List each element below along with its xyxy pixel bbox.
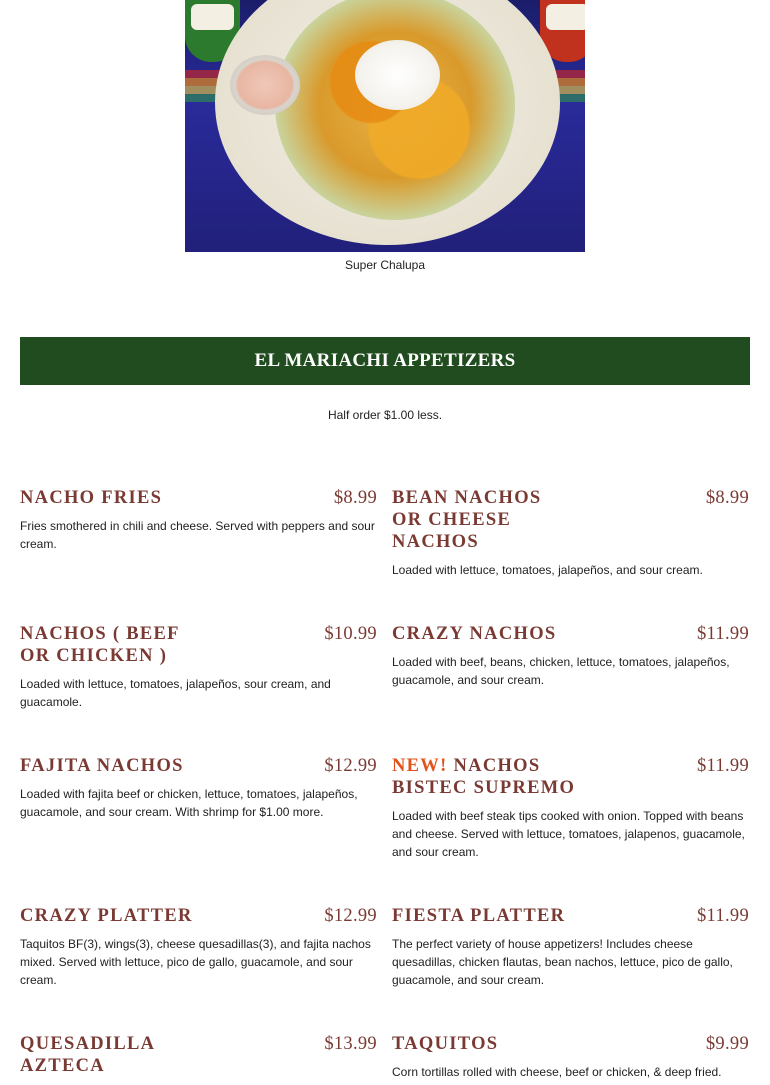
menu-item — [392, 487, 749, 579]
menu-item — [20, 487, 377, 553]
item-price: $12.99 — [324, 906, 377, 926]
menu-item — [20, 623, 377, 711]
item-name: FIESTA PLATTER — [392, 906, 566, 926]
item-description: Loaded with lettuce, tomatoes, jalapeños, and sour cream. — [392, 563, 703, 577]
menu-item — [392, 623, 749, 689]
item-name: FAJITA NACHOS — [20, 756, 184, 776]
item-price: $8.99 — [705, 488, 749, 508]
item-description: Taquitos BF(3), wings(3), cheese quesadillas(3), and fajita nachos mixed. Served with lettuce, pico de gallo, guacamole, and sour cream. — [20, 937, 371, 987]
item-name: NACHO FRIES — [20, 488, 163, 508]
item-price: $12.99 — [324, 756, 377, 776]
section-note: Half order $1.00 less. — [327, 408, 443, 422]
item-name: TAQUITOS — [392, 1034, 499, 1054]
menu-item — [392, 1033, 749, 1081]
item-price: $11.99 — [697, 756, 749, 776]
item-description: Loaded with fajita beef or chicken, lettuce, tomatoes, jalapeños, guacamole, and sour cream. With shrimp for $1.00 more. — [20, 787, 358, 819]
item-name — [392, 755, 592, 799]
photo-caption: Super Chalupa — [344, 258, 426, 272]
item-name: BEAN NACHOS OR CHEESE NACHOS — [392, 488, 542, 552]
item-description: The perfect variety of house appetizers! Includes cheese quesadillas, chicken flautas, bean nachos, lettuce, pico de gallo, guacamole, and sour cream. — [392, 937, 733, 987]
item-price: $13.99 — [324, 1034, 377, 1054]
item-price: $9.99 — [705, 1034, 749, 1054]
item-name: CRAZY PLATTER — [20, 906, 193, 926]
item-price: $10.99 — [324, 624, 377, 644]
item-name: NACHOS ( BEEF OR CHICKEN ) — [20, 624, 180, 666]
menu-item — [392, 905, 749, 989]
new-badge: NEW! — [392, 756, 448, 776]
section-header — [20, 337, 750, 385]
item-description: Corn tortillas rolled with cheese, beef or chicken, & deep fried. — [392, 1065, 722, 1079]
section-title: EL MARIACHI APPETIZERS — [254, 350, 516, 371]
menu-item — [20, 755, 377, 821]
item-name: QUESADILLA AZTECA — [20, 1034, 155, 1076]
menu-item — [392, 755, 749, 861]
item-description: Loaded with beef steak tips cooked with onion. Topped with beans and cheese. Served with lettuce, tomatoes, jalapenos, guacamole, and sour cream. — [392, 809, 745, 859]
item-name: CRAZY NACHOS — [392, 624, 557, 644]
item-description: Loaded with lettuce, tomatoes, jalapeños, sour cream, and guacamole. — [20, 677, 331, 709]
item-name-text: NACHOS BISTEC SUPREMO — [392, 756, 576, 798]
food-photo — [185, 0, 585, 252]
menu-item — [20, 905, 377, 989]
item-price: $8.99 — [333, 488, 377, 508]
item-price: $11.99 — [697, 624, 749, 644]
item-description: Loaded with beef, beans, chicken, lettuce, tomatoes, jalapeños, guacamole, and sour cream. — [392, 655, 730, 687]
menu-item — [20, 1033, 377, 1077]
item-description: Fries smothered in chili and cheese. Served with peppers and sour cream. — [20, 519, 375, 551]
item-price: $11.99 — [697, 906, 749, 926]
